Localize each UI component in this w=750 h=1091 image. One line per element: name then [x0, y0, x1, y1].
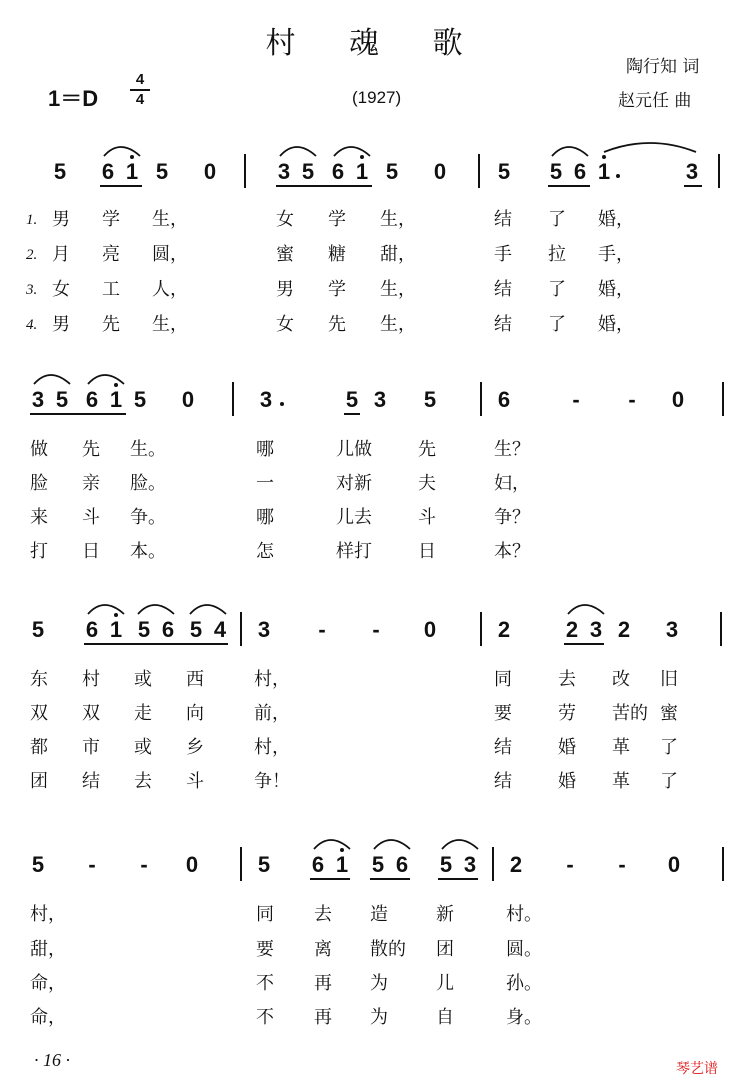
note: 5 — [345, 387, 359, 412]
lyric-syllable: 要 — [494, 703, 512, 724]
watermark: 琴艺谱 — [676, 1061, 718, 1077]
note: 1 — [109, 387, 123, 412]
note: 5 — [133, 387, 147, 412]
note: 3 — [665, 617, 679, 642]
composer-credit: 赵元任 曲 — [618, 91, 692, 111]
lyric-syllable: 结 — [494, 314, 512, 335]
note: 5 — [55, 387, 69, 412]
note: 0 — [203, 159, 217, 184]
lyric-syllable: 同 — [494, 669, 512, 690]
slur — [442, 840, 478, 849]
lyric-syllable: 蜜 — [660, 703, 678, 724]
lyric-syllable: 哪 — [256, 439, 274, 460]
lyric-syllable: 都 — [30, 737, 48, 758]
note: 5 — [189, 617, 203, 642]
note: 6 — [497, 387, 511, 412]
lyric-syllable: 亲 — [82, 473, 100, 494]
lyricist-credit: 陶行知 词 — [626, 57, 700, 77]
lyric-syllable: 前， — [254, 703, 290, 724]
note: 6 — [101, 159, 115, 184]
lyric-syllable: 造 — [370, 904, 388, 925]
lyric-syllable: 苦的 — [612, 703, 648, 724]
lyric-syllable: 生， — [152, 314, 188, 335]
note: 3 — [31, 387, 45, 412]
lyric-syllable: 手 — [494, 244, 512, 265]
lyric-syllable: 日 — [82, 541, 100, 562]
lyric-syllable: 月 — [52, 244, 70, 265]
note: 5 — [257, 852, 271, 877]
note: 0 — [433, 159, 447, 184]
lyric-syllable: 劳 — [558, 703, 576, 724]
slur — [104, 147, 140, 156]
lyric-syllable: 身。 — [506, 1007, 542, 1028]
slur — [138, 605, 174, 614]
lyric-syllable: 斗 — [82, 507, 100, 528]
lyric-syllable: 儿 — [436, 973, 454, 994]
slur — [334, 147, 370, 156]
lyric-syllable: 命， — [30, 973, 66, 994]
verse-number: 3. — [26, 282, 38, 298]
lyric-syllable: 夫 — [418, 473, 436, 494]
note: - — [566, 852, 574, 877]
lyric-syllable: 脸 — [30, 473, 48, 494]
lyric-syllable: 不 — [256, 1007, 274, 1028]
lyric-syllable: 自 — [436, 1007, 454, 1028]
note: 5 — [301, 159, 315, 184]
lyric-syllable: 样打 — [336, 541, 372, 562]
note: - — [572, 387, 580, 412]
note: 1 — [597, 159, 611, 184]
note: 3 — [277, 159, 291, 184]
note: 2 — [617, 617, 631, 642]
lyric-syllable: 打 — [30, 541, 48, 562]
lyric-syllable: 来 — [30, 507, 48, 528]
lyric-syllable: 散的 — [370, 939, 406, 960]
lyric-syllable: 双 — [82, 703, 100, 724]
composition-year: (1927) — [352, 88, 402, 107]
lyric-syllable: 争？ — [494, 507, 530, 528]
lyric-syllable: 了 — [548, 279, 566, 300]
lyric-syllable: 结 — [494, 771, 512, 792]
lyric-syllable: 革 — [612, 771, 630, 792]
lyric-syllable: 结 — [494, 209, 512, 230]
lyric-syllable: 革 — [612, 737, 630, 758]
lyric-syllable: 或 — [134, 737, 152, 758]
lyric-syllable: 学 — [328, 279, 346, 300]
lyric-syllable: 结 — [82, 771, 100, 792]
lyric-syllable: 团 — [436, 939, 454, 960]
lyric-syllable: 了 — [660, 771, 678, 792]
lyric-syllable: 手， — [598, 244, 634, 265]
note: 2 — [509, 852, 523, 877]
lyric-syllable: 争。 — [130, 507, 166, 528]
lyric-syllable: 了 — [548, 209, 566, 230]
note: 5 — [423, 387, 437, 412]
slur — [568, 605, 604, 614]
lyric-syllable: 蜜 — [276, 244, 294, 265]
lyric-syllable: 了 — [660, 737, 678, 758]
lyric-syllable: 脸。 — [130, 473, 166, 494]
note: 5 — [155, 159, 169, 184]
note: 6 — [395, 852, 409, 877]
lyric-syllable: 团 — [30, 771, 48, 792]
lyric-syllable: 男 — [52, 314, 70, 335]
lyric-syllable: 要 — [256, 939, 274, 960]
note: 3 — [685, 159, 699, 184]
note: 5 — [31, 852, 45, 877]
note: 6 — [311, 852, 325, 877]
lyric-syllable: 向 — [186, 703, 204, 724]
lyric-syllable: 村。 — [506, 904, 542, 925]
key-signature: 1＝D — [48, 86, 99, 111]
lyric-syllable: 斗 — [418, 507, 436, 528]
lyric-syllable: 学 — [102, 209, 120, 230]
verse-number: 1. — [26, 212, 38, 228]
lyric-syllable: 结 — [494, 279, 512, 300]
note: 3 — [463, 852, 477, 877]
lyric-syllable: 圆。 — [506, 939, 542, 960]
tie — [604, 143, 696, 152]
slur — [34, 375, 70, 384]
lyric-syllable: 再 — [314, 1007, 332, 1028]
lyric-syllable: 村， — [30, 904, 66, 925]
lyric-syllable: 糖 — [328, 244, 346, 265]
slur — [190, 605, 226, 614]
lyric-syllable: 不 — [256, 973, 274, 994]
lyric-syllable: 了 — [548, 314, 566, 335]
note: 1 — [335, 852, 349, 877]
lyric-syllable: 争！ — [254, 771, 290, 792]
verse-number: 4. — [26, 317, 38, 333]
lyric-syllable: 村， — [254, 669, 290, 690]
lyric-syllable: 日 — [418, 541, 436, 562]
slur — [552, 147, 588, 156]
note: - — [372, 617, 380, 642]
lyric-syllable: 甜， — [380, 244, 416, 265]
lyric-syllable: 生， — [380, 209, 416, 230]
lyric-syllable: 去 — [314, 904, 332, 925]
note: 5 — [53, 159, 67, 184]
lyric-syllable: 人， — [152, 279, 188, 300]
lyric-syllable: 本？ — [494, 541, 530, 562]
lyric-syllable: 女 — [276, 314, 294, 335]
lyric-syllable: 一 — [256, 473, 274, 494]
note: 6 — [331, 159, 345, 184]
song-title: 村 魂 歌 — [265, 26, 485, 61]
lyric-syllable: 为 — [370, 1007, 388, 1028]
note: - — [140, 852, 148, 877]
lyric-syllable: 生， — [380, 279, 416, 300]
note: 5 — [385, 159, 399, 184]
note: 5 — [497, 159, 511, 184]
lyric-syllable: 婚 — [558, 737, 576, 758]
note: 5 — [137, 617, 151, 642]
lyric-syllable: 乡 — [186, 737, 204, 758]
lyric-syllable: 甜， — [30, 939, 66, 960]
lyric-syllable: 对新 — [336, 473, 372, 494]
lyric-syllable: 再 — [314, 973, 332, 994]
note: 3 — [589, 617, 603, 642]
note: 3 — [259, 387, 273, 412]
note: 6 — [85, 617, 99, 642]
lyric-syllable: 妇， — [494, 473, 530, 494]
note: 0 — [181, 387, 195, 412]
note: - — [618, 852, 626, 877]
note: - — [88, 852, 96, 877]
lyric-syllable: 圆， — [152, 244, 188, 265]
lyric-syllable: 女 — [52, 279, 70, 300]
lyric-syllable: 亮 — [102, 244, 120, 265]
note: 5 — [439, 852, 453, 877]
lyric-syllable: 村 — [82, 669, 100, 690]
lyric-syllable: 西 — [186, 669, 204, 690]
lyric-syllable: 婚， — [598, 209, 634, 230]
lyric-syllable: 儿做 — [336, 439, 372, 460]
lyric-syllable: 先 — [82, 439, 100, 460]
page-number: · 16 · — [34, 1050, 70, 1070]
note: - — [318, 617, 326, 642]
lyric-syllable: 去 — [558, 669, 576, 690]
lyric-syllable: 走 — [134, 703, 152, 724]
note: 6 — [573, 159, 587, 184]
lyric-syllable: 生。 — [130, 439, 166, 460]
note: 2 — [497, 617, 511, 642]
lyric-syllable: 男 — [52, 209, 70, 230]
lyric-syllable: 双 — [30, 703, 48, 724]
lyric-syllable: 生？ — [494, 439, 530, 460]
lyric-syllable: 女 — [276, 209, 294, 230]
lyric-syllable: 离 — [314, 939, 332, 960]
lyric-syllable: 改 — [612, 669, 630, 690]
note: 1 — [109, 617, 123, 642]
lyric-syllable: 怎 — [256, 541, 274, 562]
lyric-syllable: 先 — [102, 314, 120, 335]
slur — [314, 840, 350, 849]
lyric-syllable: 婚， — [598, 279, 634, 300]
slur — [88, 605, 124, 614]
lyric-syllable: 新 — [436, 904, 454, 925]
note: 0 — [185, 852, 199, 877]
note: 5 — [371, 852, 385, 877]
note: 3 — [373, 387, 387, 412]
lyric-syllable: 村， — [254, 737, 290, 758]
slur — [374, 840, 410, 849]
lyric-syllable: 儿去 — [336, 507, 372, 528]
lyric-syllable: 孙。 — [506, 973, 542, 994]
lyric-syllable: 婚 — [558, 771, 576, 792]
lyric-syllable: 为 — [370, 973, 388, 994]
lyric-syllable: 拉 — [548, 244, 566, 265]
note: 0 — [667, 852, 681, 877]
note: 3 — [257, 617, 271, 642]
lyric-syllable: 男 — [276, 279, 294, 300]
time-signature-top: 4 — [135, 71, 145, 88]
lyric-syllable: 东 — [30, 669, 48, 690]
lyric-syllable: 同 — [256, 904, 274, 925]
lyric-syllable: 工 — [102, 279, 120, 300]
slur — [280, 147, 316, 156]
lyric-syllable: 命， — [30, 1007, 66, 1028]
lyric-syllable: 学 — [328, 209, 346, 230]
note: 1 — [125, 159, 139, 184]
lyric-syllable: 或 — [134, 669, 152, 690]
note: 5 — [31, 617, 45, 642]
lyric-syllable: 婚， — [598, 314, 634, 335]
lyric-syllable: 结 — [494, 737, 512, 758]
lyric-syllable: 本。 — [130, 541, 166, 562]
note: 1 — [355, 159, 369, 184]
lyric-syllable: 去 — [134, 771, 152, 792]
lyric-syllable: 先 — [328, 314, 346, 335]
note: 6 — [85, 387, 99, 412]
verse-number: 2. — [26, 247, 38, 263]
note: - — [628, 387, 636, 412]
time-signature-bottom: 4 — [135, 91, 145, 108]
lyric-syllable: 市 — [82, 737, 100, 758]
note: 5 — [549, 159, 563, 184]
lyric-syllable: 生， — [380, 314, 416, 335]
note: 4 — [213, 617, 227, 642]
lyric-syllable: 哪 — [256, 507, 274, 528]
lyric-syllable: 斗 — [186, 771, 204, 792]
note: 0 — [423, 617, 437, 642]
lyric-syllable: 旧 — [660, 669, 678, 690]
lyric-syllable: 先 — [418, 439, 436, 460]
lyric-syllable: 生， — [152, 209, 188, 230]
slur — [88, 375, 124, 384]
note: 0 — [671, 387, 685, 412]
note: 2 — [565, 617, 579, 642]
lyric-syllable: 做 — [30, 439, 48, 460]
note: 6 — [161, 617, 175, 642]
